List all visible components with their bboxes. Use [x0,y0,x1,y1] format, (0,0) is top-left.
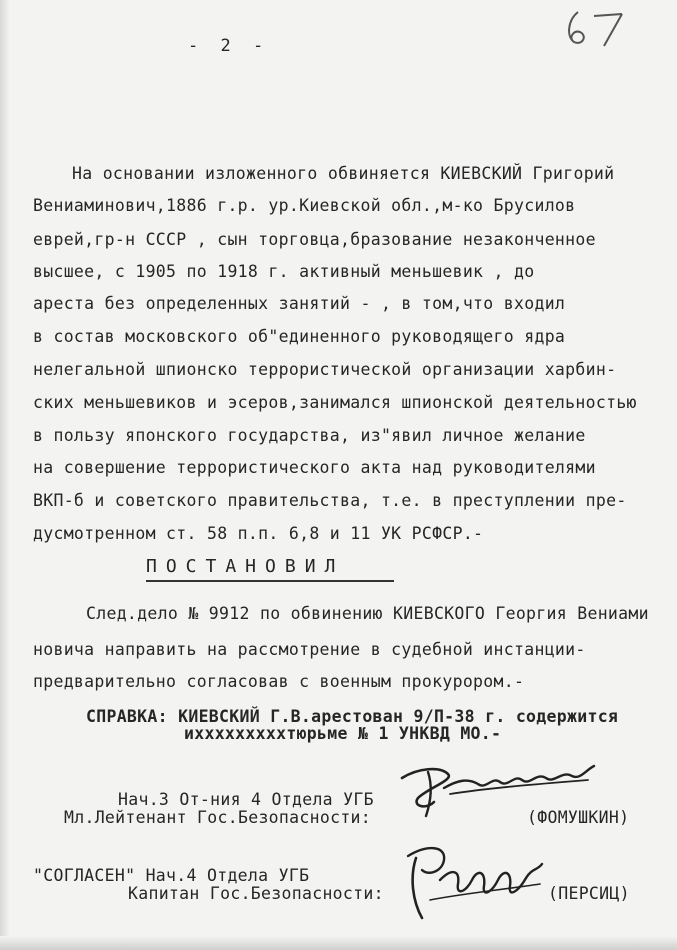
note-line: СПРАВКА: КИЕВСКИЙ Г.В.арестован 9/П-38 г. содержится [86,707,619,726]
heading-underline [146,580,394,582]
resolution-line: новича направить на рассмотрение в судебной инстанции- [33,640,586,659]
page-edge-shadow [0,0,10,950]
resolution-line: предварительно согласовав с военным прокурором.- [33,672,525,691]
body-line: еврей,гр-н СССР , сын торговца,бразование незаконченное [33,230,596,249]
body-line: на совершение террористического акта над руководителями [33,458,596,477]
signature-fomushkin [388,758,602,820]
signatory1-rank: Мл.Лейтенант Гос.Безопасности: [64,808,372,827]
resolution-line: След.дело № 9912 по обвинению КИЕВСКОГО Георгия Вениами [86,604,649,623]
body-line: нелегальной шпионско террористической организации харбин- [33,360,617,379]
body-line: в пользу японского государства, из"явил личное желание [33,426,586,445]
note-line: ихххххххххтюрьме № 1 УНКВД МО.- [184,724,502,743]
body-line: ских меньшевиков и эсеров,занимался шпионской деятельностью [33,393,637,412]
body-line: На основании изложенного обвиняется КИЕВСКИЙ Григорий [72,164,615,183]
signatory1-name: (ФОМУШКИН) [527,808,630,827]
resolution-heading: ПОСТАНОВИЛ [146,556,345,577]
page-bottom-shadow [0,936,677,950]
body-line: высшее, с 1905 по 1918 г. активный меньшевик , до [33,262,535,281]
signatory2-rank: Капитан Гос.Безопасности: [128,884,384,903]
signatory1-title: Нач.3 От-ния 4 Отдела УГБ [118,790,374,809]
body-line: в состав московского об"единенного руководящего ядра [33,327,566,346]
archive-number-handwritten [560,6,632,50]
body-line: дусмотренном ст. 58 п.п. 6,8 и 11 УК РСФСР.- [33,524,484,543]
signatory2-title: "СОГЛАСЕН" Нач.4 Отдела УГБ [33,866,310,885]
signature-persits [400,840,550,926]
signatory2-name: (ПЕРСИЦ) [548,884,630,903]
body-line: Вениаминович,1886 г.р. ур.Киевской обл.,м-ко Брусилов [33,196,576,215]
body-line: ВКП-б и советского правительства, т.е. в преступлении пре- [33,491,627,510]
body-line: ареста без определенных занятий - , в том,что входил [33,294,566,313]
page-number: - 2 - [188,36,270,56]
